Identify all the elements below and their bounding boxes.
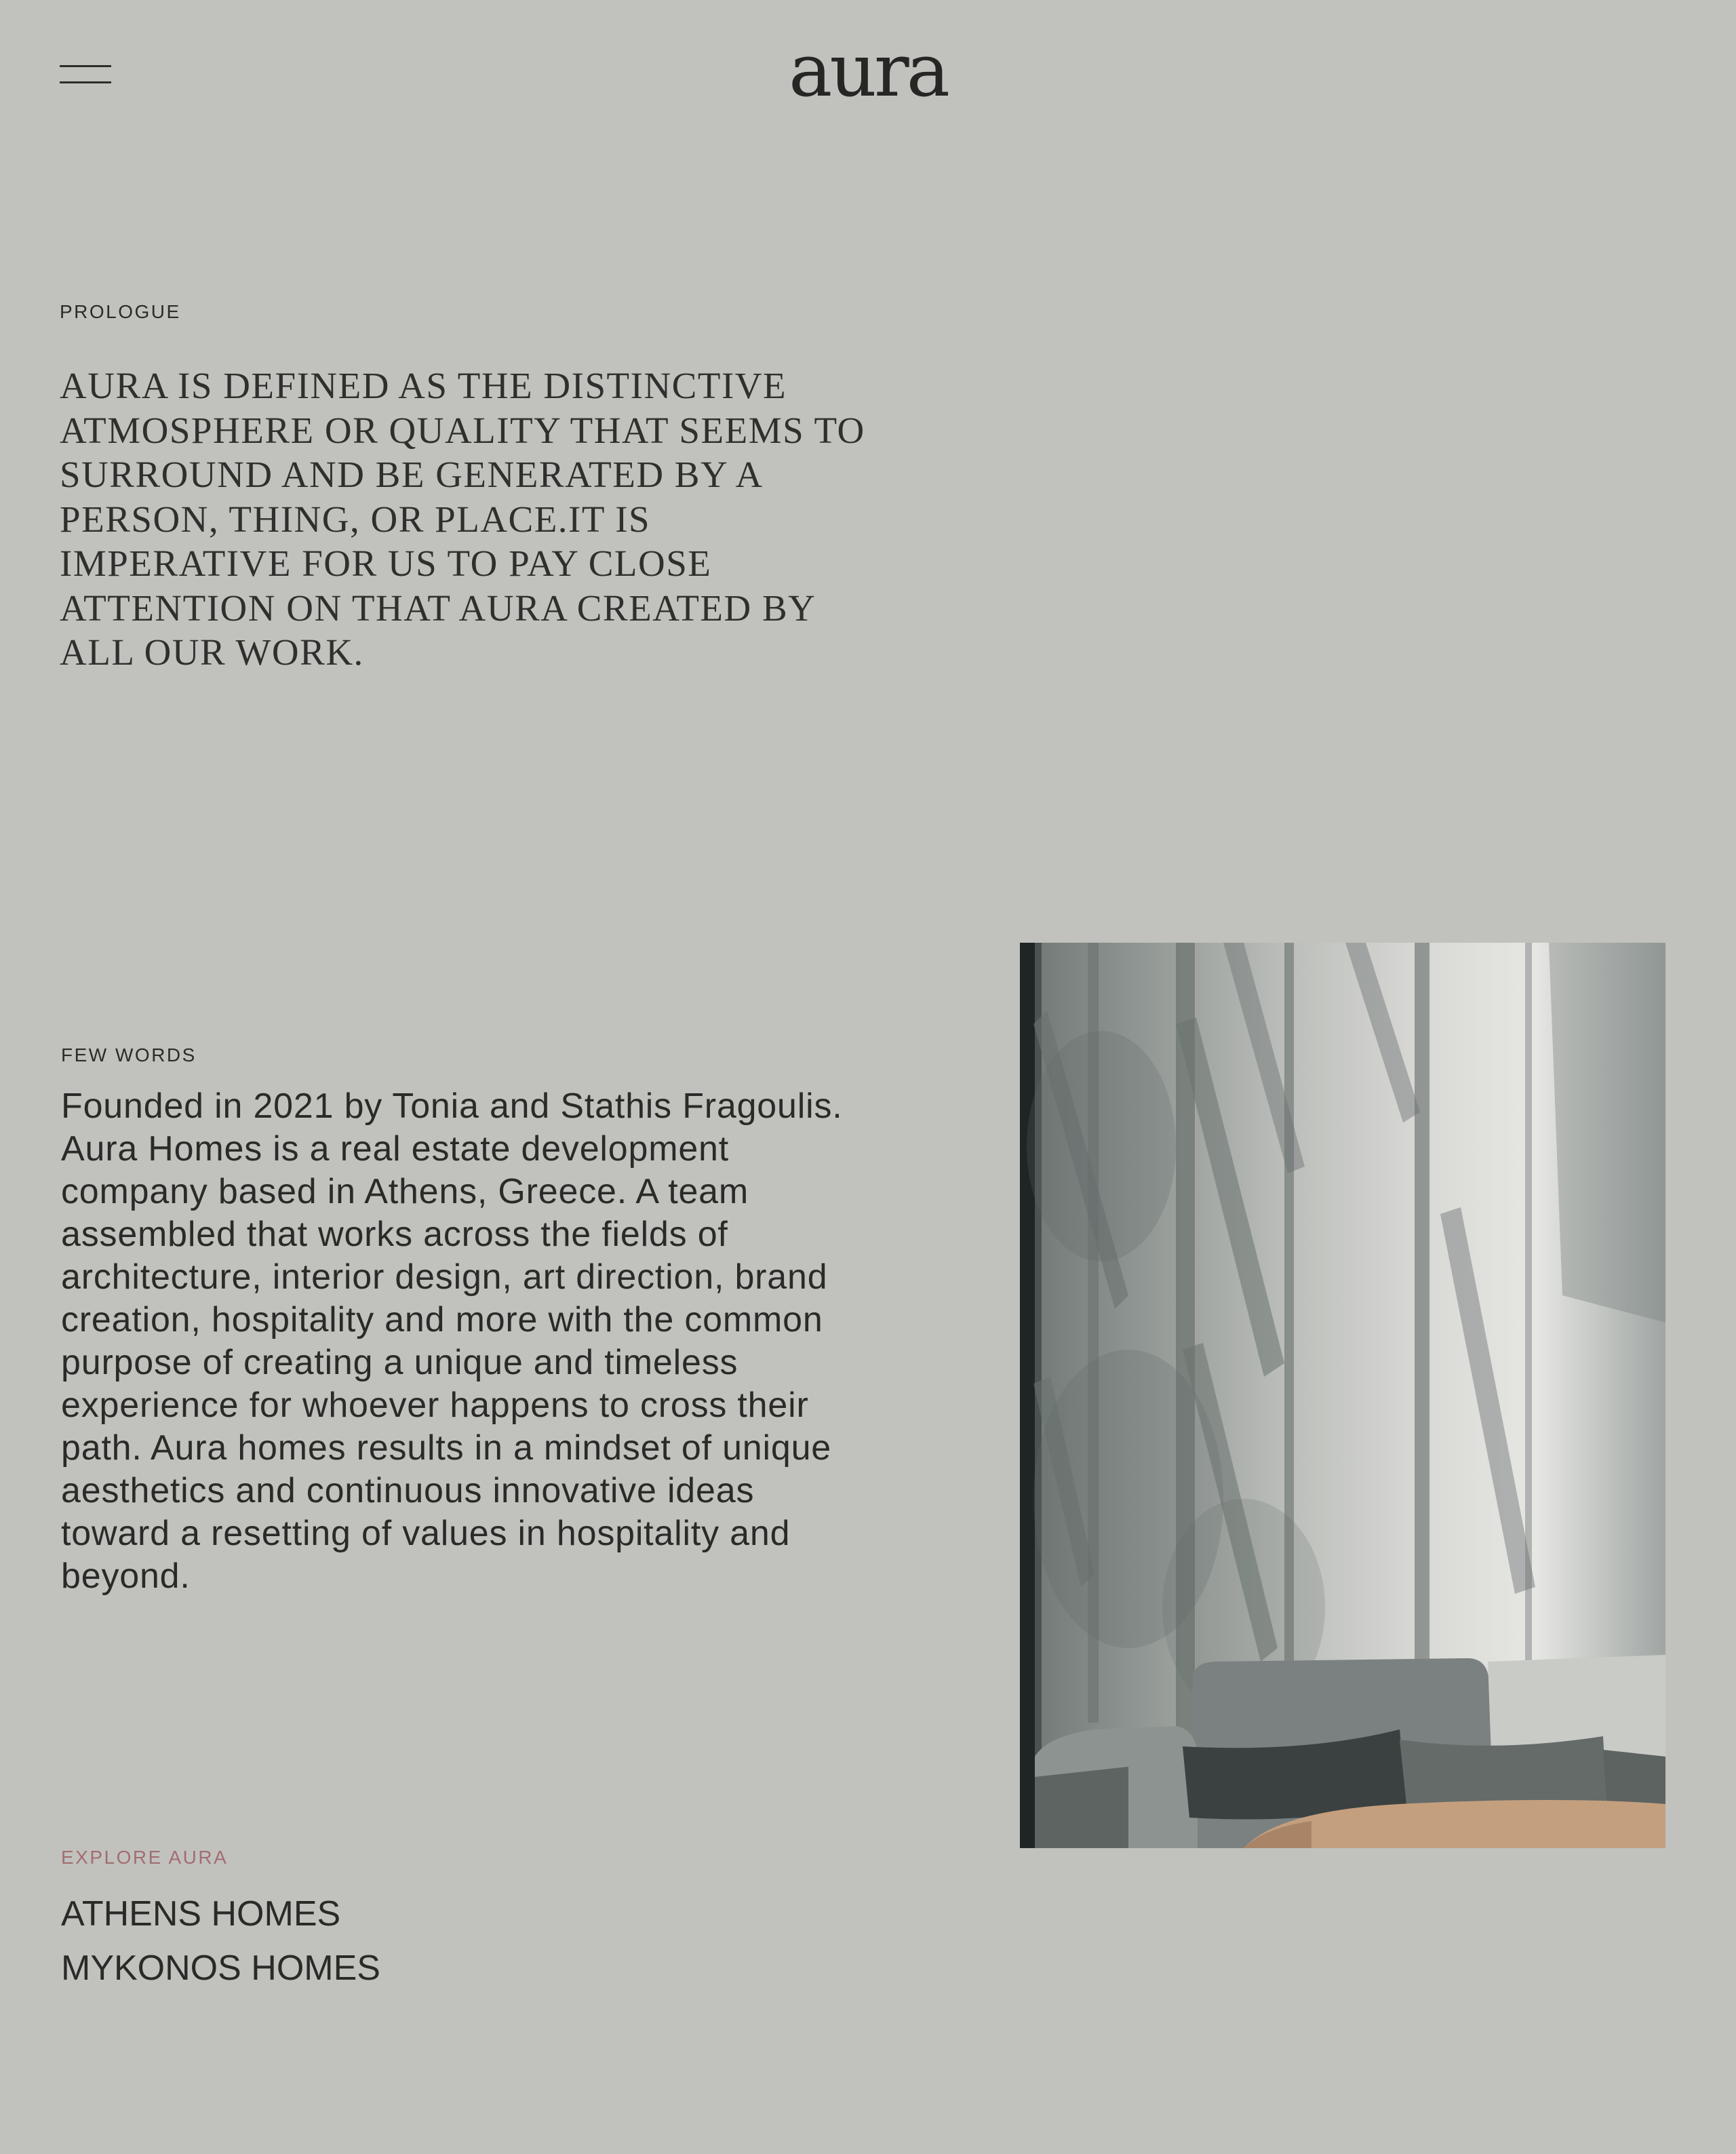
few-words-text: Founded in 2021 by Tonia and Stathis Fragoulis. Aura Homes is a real estate development company based in Athens, Greece. A team assembled that works across the fields of architecture, interior design, art direction, brand creation, hospitality and more with the common purpose of creating a unique and timeless experience for whoever happens to cross their path. Aura homes results in a mindset of unique aesthetics and continuous innovative ideas toward a resetting of values in hospitality and beyond. bbox=[61, 1086, 843, 1596]
hamburger-icon bbox=[60, 65, 111, 67]
few-words-label: FEW WORDS bbox=[61, 1044, 197, 1065]
prologue-label: PROLOGUE bbox=[60, 301, 181, 322]
mykonos-homes-link[interactable]: MYKONOS HOMES bbox=[61, 1949, 380, 1988]
hamburger-icon-line bbox=[60, 81, 111, 83]
prologue-text: AURA IS DEFINED AS THE DISTINCTIVE ATMOSPHERE OR QUALITY THAT SEEMS TO SURROUND AND BE GENERATED BY A PERSON, THING, OR PLACE.IT IS IMPERATIVE FOR US TO PAY CLOSE ATTENTION ON THAT AURA CREATED BY ALL OUR WORK. bbox=[60, 365, 865, 673]
athens-homes-link[interactable]: ATHENS HOMES bbox=[61, 1894, 341, 1934]
menu-button[interactable] bbox=[60, 65, 111, 84]
logo[interactable]: aura bbox=[789, 28, 947, 113]
interior-photo bbox=[1020, 943, 1665, 1848]
explore-label: EXPLORE AURA bbox=[61, 1847, 229, 1868]
